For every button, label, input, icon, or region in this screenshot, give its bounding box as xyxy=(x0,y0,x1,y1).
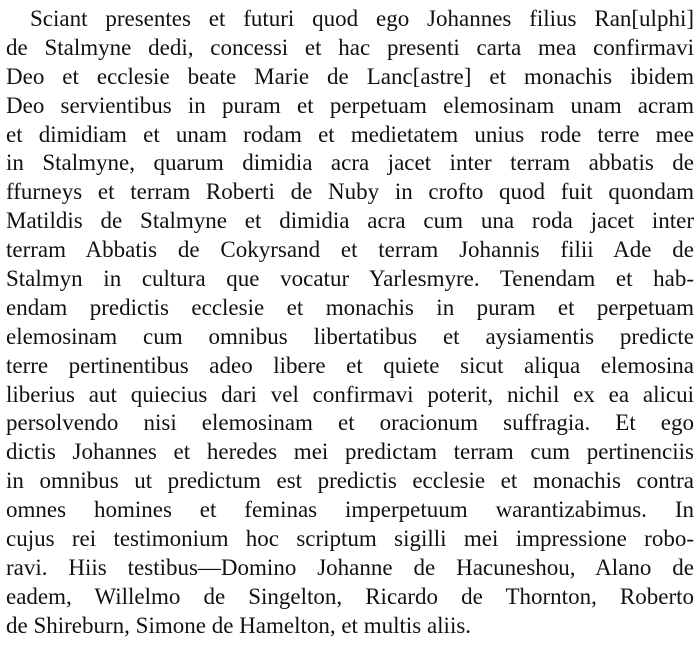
text-line: endam predictis ecclesie et monachis in puram et perpetuam xyxy=(6,294,694,320)
text-line: liberius aut quiecius dari vel confirmavi poterit, nichil ex ea alicui xyxy=(6,381,694,407)
text-line: Deo et ecclesie beate Marie de Lanc[astre] et monachis ibidem xyxy=(6,63,694,89)
text-line: de Shireburn, Simone de Hamelton, et multis aliis. xyxy=(6,612,472,638)
text-line: terram Abbatis de Cokyrsand et terram Johannis filii Ade de xyxy=(6,237,694,263)
text-line: dictis Johannes et heredes mei predictam terram cum pertinenciis xyxy=(6,439,694,465)
text-line: de Stalmyne dedi, concessi et hac presenti carta mea confirmavi xyxy=(6,34,694,60)
text-line: ravi. Hiis testibus—Domino Johanne de Hacuneshou, Alano de xyxy=(6,554,694,580)
text-line: in omnibus ut predictum est predictis ecclesie et monachis contra xyxy=(6,468,694,494)
text-line: Matildis de Stalmyne et dimidia acra cum una roda jacet inter xyxy=(6,208,694,234)
text-line: persolvendo nisi elemosinam et oracionum suffragia. Et ego xyxy=(6,410,694,436)
text-line: et dimidiam et unam rodam et medietatem unius rode terre mee xyxy=(6,121,694,147)
text-line: ffurneys et terram Roberti de Nuby in crofto quod fuit quondam xyxy=(6,179,694,205)
text-line: Stalmyn in cultura que vocatur Yarlesmyre. Tenendam et hab- xyxy=(6,266,694,292)
text-line: elemosinam cum omnibus libertatibus et aysiamentis predicte xyxy=(6,323,694,349)
text-line: in Stalmyne, quarum dimidia acra jacet inter terram abbatis de xyxy=(6,150,694,176)
text-line: terre pertinentibus adeo libere et quiete sicut aliqua elemosina xyxy=(6,352,694,378)
text-line: Sciant presentes et futuri quod ego Johannes filius Ran[ulphi] xyxy=(30,6,694,31)
text-line: Deo servientibus in puram et perpetuam elemosinam unam acram xyxy=(6,92,694,118)
text-line: cujus rei testimonium hoc scriptum sigilli mei impressione robo- xyxy=(6,526,694,552)
text-line: omnes homines et feminas imperpetuum warantizabimus. In xyxy=(6,497,694,523)
text-line: eadem, Willelmo de Singelton, Ricardo de Thornton, Roberto xyxy=(6,583,694,609)
charter-paragraph xyxy=(6,5,694,641)
